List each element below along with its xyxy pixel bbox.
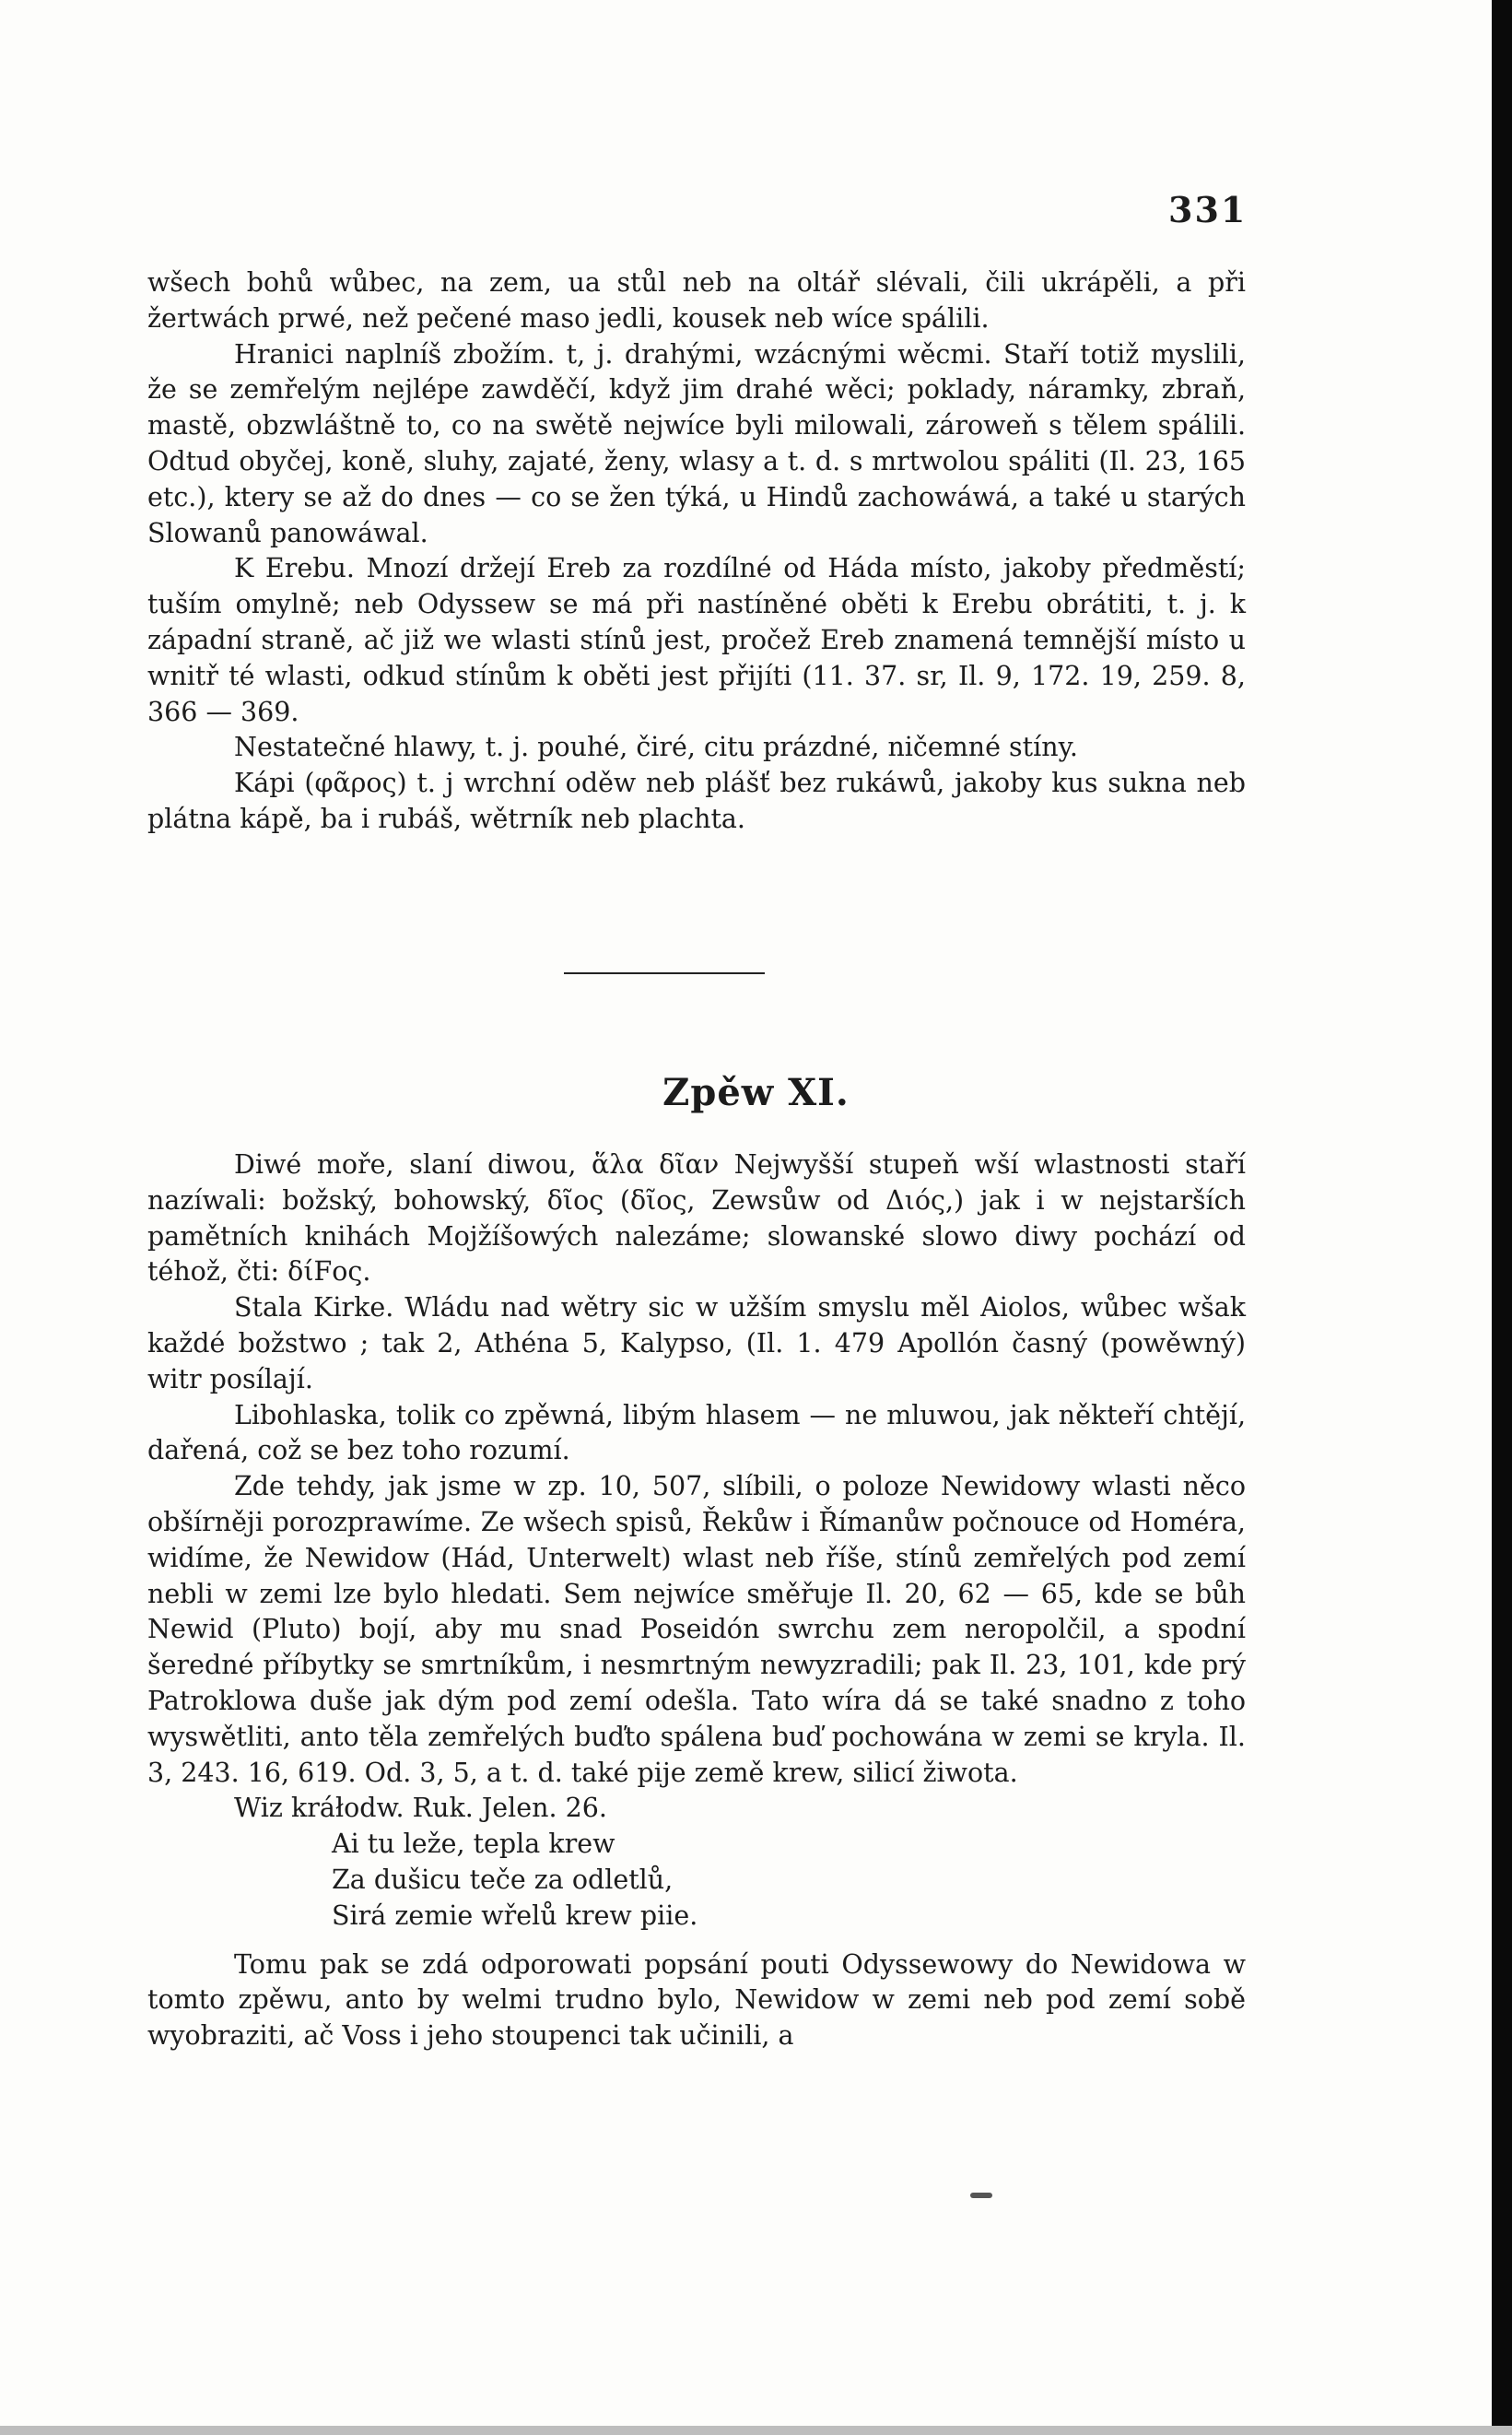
paragraph: wšech bohů wůbec, na zem, ua stůl neb na oltář slévali, čili ukrápěli, a při žertwách prwé, než pečené maso jedli, kousek neb wíce spálili.: [147, 267, 1246, 334]
page-number: 331: [1168, 189, 1248, 230]
bottom-text-block: [147, 1147, 1246, 2054]
paragraph: Nestatečné hlawy, t. j. pouhé, čiré, citu prázdné, ničemné stíny.: [234, 732, 1078, 763]
scan-bottom-edge: [0, 2426, 1512, 2435]
catchword-mark: [970, 2193, 992, 2198]
paragraph: Hranici naplníš zbožím. t, j. drahými, wzácnými wěcmi. Staří totiž myslili, že se zemřelým nejlépe zawděčí, když jim drahé wěci; poklady, náramky, zbraň, mastě, obzwláštně to, co na swětě nejwíce byli milowali, zároweň s tělem spálili. Odtud obyčej, koně, sluhy, zajaté, ženy, wlasy a t. d. s mrtwolou spáliti (Il. 23, 165 etc.), ktery se až do dnes — co se žen týká, u Hindů zachowáwá, a také u starých Slowanů panowáwal.: [147, 338, 1246, 548]
verse-line: Ai tu leže, tepla krew: [332, 1829, 615, 1860]
chapter-heading: Zpěw XI.: [662, 1071, 850, 1114]
paragraph: Zde tehdy, jak jsme w zp. 10, 507, slíbili, o poloze Newidowy wlasti něco obšírněji porozprawíme. Ze wšech spisů, Řekůw i Římanůw počnouce od Homéra, widíme, že Newidow (Hád, Unterwelt) wlast neb říše, stínů zemřelých pod zemí nebli w zemi lze bylo hledati. Sem nejwíce směřuje Il. 20, 62 — 65, kde se bůh Newid (Pluto) bojí, aby mu snad Poseidón swrchu zem neropolčil, a spodní šeredné příbytky se smrtníkům, i nesmrtným newyzradili; pak Il. 23, 101, kde prý Patroklowa duše jak dým pod zemí odešla. Tato wíra dá se také snadno z toho wyswětliti, anto těla zemřelých buďto spálena buď pochowána w zemi se kryla. Il. 3, 243. 16, 619. Od. 3, 5, a t. d. také pije země krew, silicí žiwota.: [147, 1471, 1246, 1788]
paragraph: Libohlaska, tolik co zpěwná, libým hlasem — ne mluwou, jak někteří chtějí, dařená, což se bez toho rozumí.: [147, 1399, 1246, 1466]
section-divider: [564, 972, 765, 974]
verse-line: Za dušicu teče za odletlů,: [332, 1864, 674, 1895]
paragraph: K Erebu. Mnozí držejí Ereb za rozdílné od Háda místo, jakoby předměstí; tuším omylně; neb Odyssew se má při nastíněné oběti k Erebu obrátiti, t. j. k západní straně, ač již we wlasti stínů jest, pročež Ereb znamená temnější místo u wnitř té wlasti, odkud stínům k oběti jest přijíti (11. 37. sr, Il. 9, 172. 19, 259. 8, 366 — 369.: [147, 553, 1246, 727]
paragraph: Diwé moře, slaní diwou, ἅλα δῖαν Nejwyšší stupeň wší wlastnosti staří nazíwali: božský, bohowský, δῖος (δῖος, Zewsůw od Διός,) jak i w nejstarších pamětních knihách Mojžíšowých nalezáme; slowanské slowo diwy pochází od téhož, čti: δίFος.: [147, 1149, 1246, 1288]
paragraph: Stala Kirke. Wládu nad wětry sic w užším smyslu měl Aiolos, wůbec wšak každé božstwo ; tak 2, Athéna 5, Kalypso, (Il. 1. 479 Apollón časný (powěwný) witr posílají.: [147, 1292, 1246, 1394]
verse-line: Sirá zemie wřelů krew piie.: [332, 1900, 698, 1931]
scan-right-edge: [1492, 0, 1512, 2435]
paragraph: Tomu pak se zdá odporowati popsání pouti Odyssewowy do Newidowa w tomto zpěwu, anto by welmi trudno bylo, Newidow w zemi neb pod zemí sobě wyobraziti, ač Voss i jeho stoupenci tak učinili, a: [147, 1948, 1246, 2052]
top-text-block: [147, 265, 1246, 838]
quote-intro: Wiz kráłodw. Ruk. Jelen. 26.: [234, 1793, 607, 1824]
paragraph: Kápi (φᾶρος) t. j wrchní oděw neb plášť bez rukáwů, jakoby kus sukna neb plátna kápě, ba i rubáš, wětrník neb plachta.: [147, 768, 1246, 834]
